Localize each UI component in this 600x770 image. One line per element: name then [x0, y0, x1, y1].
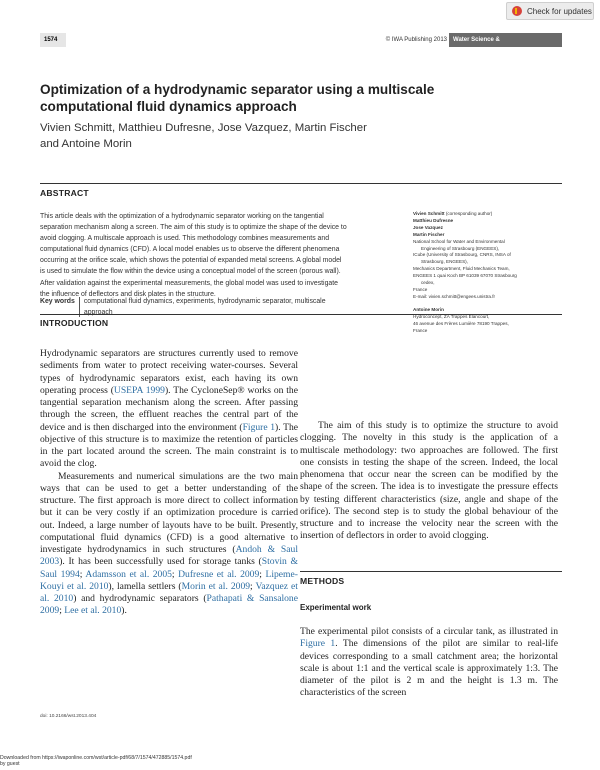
doi: doi: 10.2166/wst.2013.404: [40, 714, 97, 719]
left-column: [40, 348, 298, 618]
article-title: Optimization of a hydrodynamic separator using a multiscale computational fluid dynamics approach: [40, 82, 435, 114]
citation-link[interactable]: Stovin & Saul 1994: [40, 556, 298, 580]
affiliations: [413, 211, 563, 334]
intro-paragraph-2: Measurements and numerical simulations are the two main ways that can be used to get a better understanding of the structure. The first approach is more direct to collect information but it can be very costly if an optimization procedure is carried out. Indeed, a large number of layouts have to be built. Presently, computational fluid dynamics (CFD) is a good alternative to investigate hydrodynamics in such structures (Andoh & Saul 2003). It has been successfully used for storage tanks (Stovin & Saul 1994; Adamsson et al. 2005; Dufresne et al. 2009; Lipeme-Kouyi et al. 2010), lamella settlers (Morin et al. 2009; Vazquez et al. 2010) and hydrodynamic separators (Pathapati & Sansalone 2009; Lee et al. 2010).: [40, 470, 298, 617]
affiliation-line: Mechanics Department, Fluid Mechanics Team,: [413, 266, 510, 272]
affiliation-line: Matthieu Dufresne: [413, 217, 454, 223]
publisher-credit: © IWA Publishing 2013: [385, 37, 447, 43]
methods-rule: [300, 571, 562, 572]
citation-link[interactable]: Lipeme-Kouyi et al. 2010: [40, 568, 298, 592]
affiliation-line: cedex,: [421, 280, 435, 286]
download-footer: [0, 755, 192, 767]
abstract-text: [40, 211, 375, 300]
citation-link[interactable]: Pathapati & Sansalone 2009: [40, 593, 298, 617]
abstract-line: separation mechanism along a screen. The aim of this study is to optimize the shape of the device to: [40, 224, 347, 232]
authors-line-1: Vivien Schmitt, Matthieu Dufresne, Jose Vazquez, Martin Fischer: [40, 122, 367, 134]
keywords-label: Key words: [40, 298, 75, 305]
affiliation-line: Jose Vazquez: [413, 224, 443, 230]
journal-name: Water Science & Technology: [453, 37, 500, 57]
check-for-updates-label: Check for updates: [527, 6, 592, 16]
methods-heading: METHODS: [300, 576, 345, 586]
affiliation-line: Vivien Schmitt (corresponding author): [413, 211, 493, 216]
abstract-line: This article deals with the optimization of a hydrodynamic separator working on the tangential: [40, 213, 324, 220]
check-for-updates-button[interactable]: [506, 2, 594, 20]
journal-bar: Water Science & Technology | 68.7 | 2013: [449, 33, 562, 47]
citation-link[interactable]: Morin et al. 2009: [181, 580, 251, 592]
updates-badge-icon: [511, 5, 523, 17]
abstract-line: avoid clogging. A multiscale approach is used. This methodology combines measurements and: [40, 235, 330, 243]
right-column: [300, 420, 558, 543]
abstract-line: occurring at the orifice scale, which shows the potential of expanded metal screens. A global model: [40, 257, 342, 265]
affiliation-line: Martin Fischer: [413, 231, 445, 237]
affiliation-line: Engineering of Strasbourg (ENGEES),: [421, 245, 500, 251]
page-number: 1574: [40, 33, 66, 47]
citation-link[interactable]: Dufresne et al. 2009: [178, 568, 260, 580]
citation-link[interactable]: USEPA 1999: [113, 384, 165, 396]
abstract-line: the influence of deflectors and disk plates in the structure.: [40, 290, 216, 298]
intro-paragraph-1: Hydrodynamic separators are structures currently used to remove sediments from water to protect receiving water-courses. Several types of hydrodynamic separators exist, each having its own operating process (USEPA 1999). The CycloneSep® works on the tangential separation mechanism along the screen. After passing through the screen, the effluent reaches the central part of the device and is then discharged into the environment (Figure 1). The objective of this structure is to maximize the retention of particles in the part located around the screen. The main constraint is to avoid the clog.: [40, 348, 299, 470]
abstract-line: computational fluid dynamics (CFD). A local model enables us to observe the different phenomena: [40, 246, 340, 254]
citation-link[interactable]: Figure 1: [242, 421, 276, 433]
citation-link[interactable]: Vazquez et al. 2010: [40, 580, 298, 604]
keywords-line-1: computational fluid dynamics, experiments, hydrodynamic separator, multiscale: [83, 298, 326, 305]
experimental-column: [300, 626, 558, 700]
affiliation-line: 46 avenue des Frères Lumière 78190 Trappes,: [413, 320, 509, 326]
keywords-line-2: approach: [83, 309, 113, 317]
running-header: [40, 33, 562, 57]
download-line-2: by guest: [0, 761, 20, 768]
journal-year: 2013: [509, 51, 523, 57]
affiliation-line: Hydroconcept, ZA Trappes Elancourt,: [413, 313, 490, 319]
experimental-paragraph: The experimental pilot consists of a circular tank, as illustrated in Figure 1. The dimensions of the pilot are similar to real-life devices corresponding to a small catchment area; the horizontal scale is about 1:1 and the vertical scale is approximately 1:3. The diameter of the pilot is 2 m and the height is 1.3 m. The characteristics of the screen: [300, 626, 558, 699]
affiliation-line: Antoine Morin: [413, 306, 444, 312]
authors-line-2: and Antoine Morin: [40, 138, 132, 150]
aim-paragraph: The aim of this study is to optimize the structure to avoid clogging. The novelty in this study is the application of a multiscale methodology: two approaches are followed. The first one consists in testing the shape of the screen. Indeed, the local phenomena that occur near the screen can be modified by the shape of the screen. The idea is to investigate the pressure effects by testing different characteristics (size, angle and shape of the orifice). The second step is to study the global behaviour of the structure and to increase the velocity near the screen with the insertion of deflectors in order to avoid clogging.: [300, 420, 558, 542]
affiliation-line: ENGEES 1 quai Koch BP 61039 67070 Strasbourg: [413, 273, 517, 279]
citation-link[interactable]: Adamsson et al. 2005: [85, 568, 172, 580]
author-list: [40, 120, 440, 152]
affiliation-line: France: [413, 286, 428, 292]
introduction-heading: INTRODUCTION: [40, 318, 109, 328]
journal-volume: 68.7: [491, 51, 504, 57]
affiliation-line: Strasbourg, ENGEES),: [421, 259, 468, 265]
citation-link[interactable]: Lee et al. 2010: [64, 605, 122, 617]
abstract-rule: [40, 183, 562, 184]
abstract-heading: ABSTRACT: [40, 188, 89, 198]
citation-link[interactable]: Andoh & Saul 2003: [40, 544, 298, 568]
affiliation-line: France: [413, 327, 428, 333]
affiliation-line: E-mail: vivien.schmitt@engees.unistra.fr: [413, 293, 496, 299]
citation-link[interactable]: Figure 1: [300, 638, 336, 650]
experimental-work-heading: Experimental work: [300, 603, 372, 612]
introduction-rule: [40, 314, 562, 315]
affiliation-line: National School for Water and Environmental: [413, 238, 505, 244]
abstract-line: After validation against the experimental measurements, the global model was used to investigate: [40, 279, 338, 287]
abstract-line: is used to simulate the flow within the device using a conceptual model of the screen (porous wall).: [40, 268, 341, 276]
affiliation-line: ICube (University of Strasbourg, CNRS, INSA of: [413, 252, 511, 258]
download-line-1: Downloaded from https://iwaponline.com/wst/article-pdf/68/7/1574/472885/1574.pdf: [0, 755, 192, 761]
